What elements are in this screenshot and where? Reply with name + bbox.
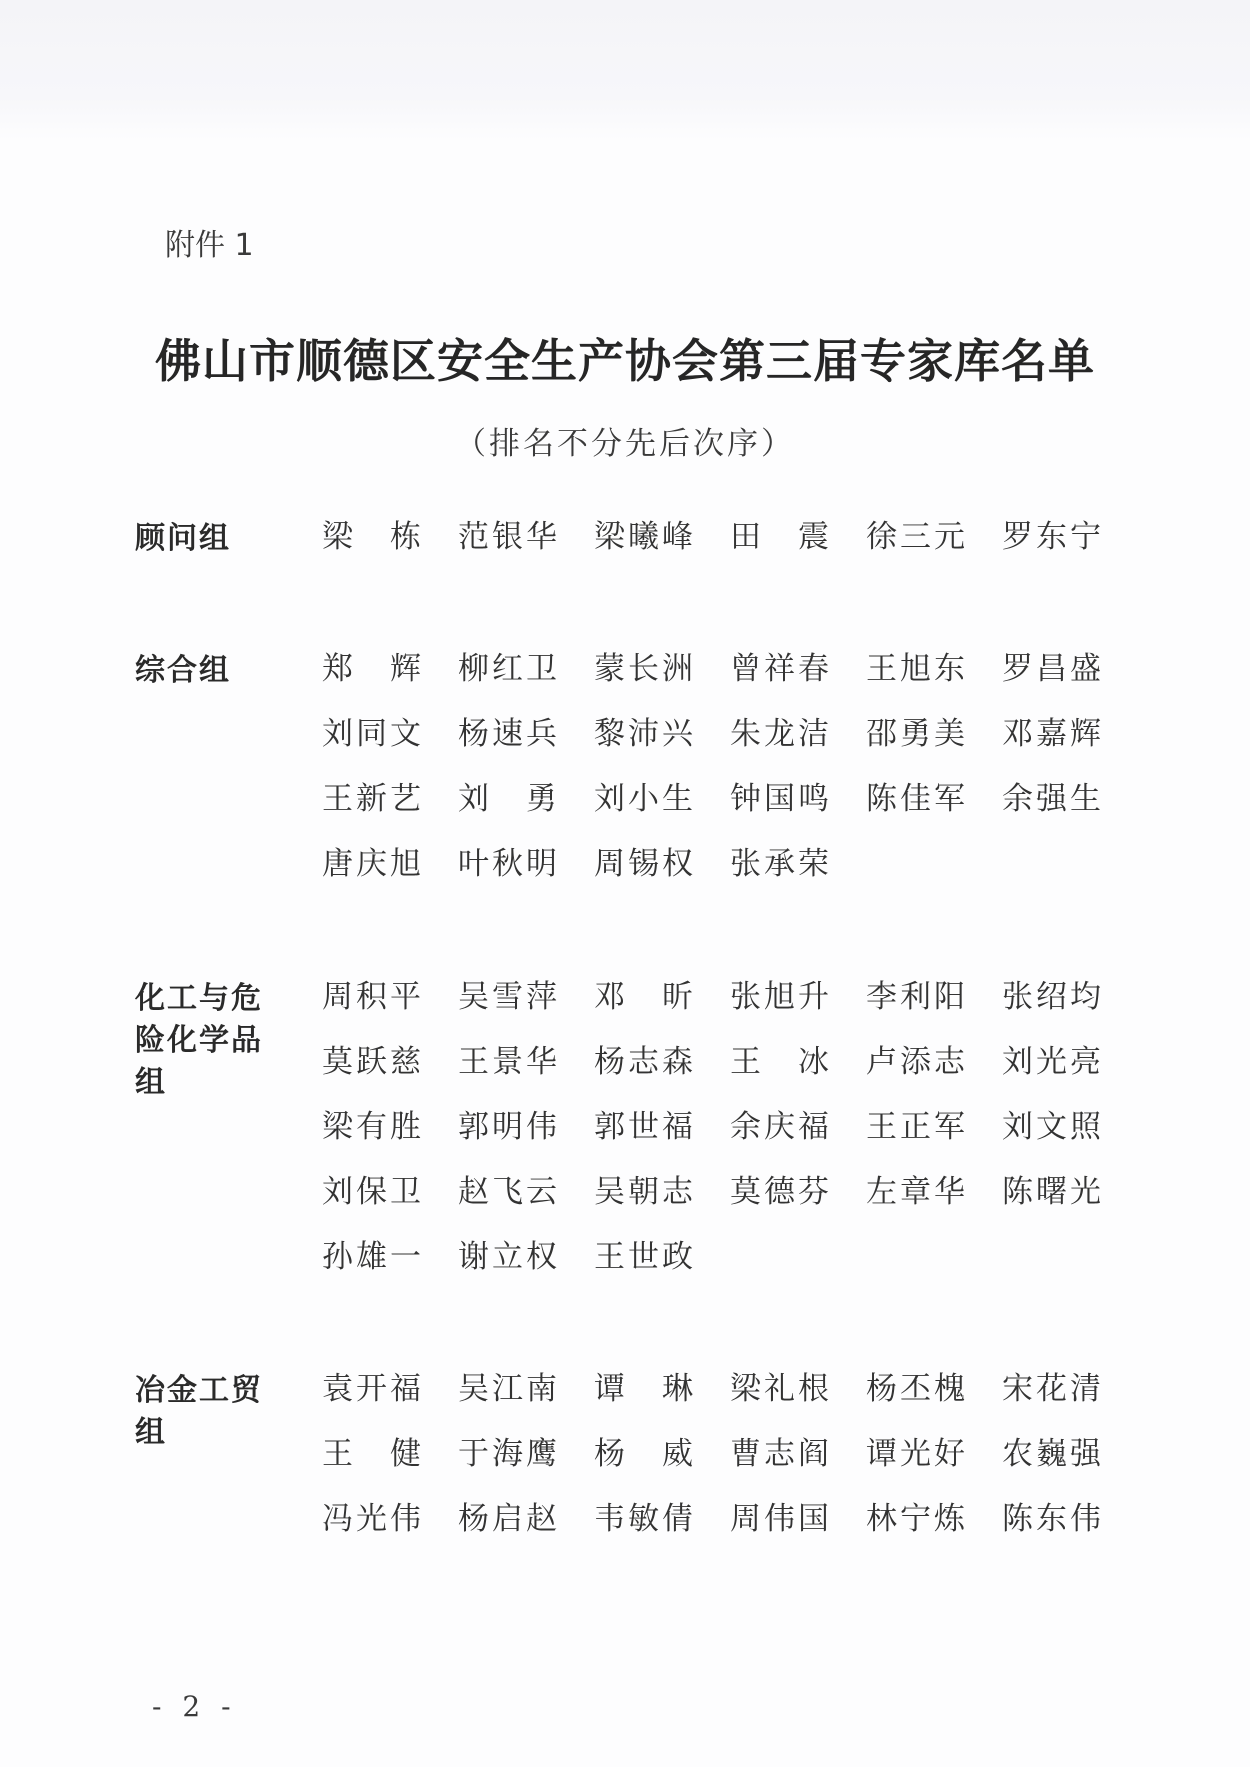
name-list bbox=[305, 512, 1135, 577]
expert-name: 罗东宁 bbox=[1002, 519, 1104, 555]
expert-name: 徐三元 bbox=[866, 519, 968, 555]
expert-name: 谭 琳 bbox=[594, 1371, 696, 1407]
expert-name: 李利阳 bbox=[866, 979, 968, 1015]
document-title: 佛山市顺德区安全生产协会第三届专家库名单 bbox=[155, 334, 1095, 388]
expert-name: 张绍均 bbox=[1002, 979, 1104, 1015]
expert-name: 刘小生 bbox=[594, 781, 696, 817]
expert-name: 邓 昕 bbox=[594, 979, 696, 1015]
expert-name: 梁 栋 bbox=[322, 519, 424, 555]
expert-name: 余庆福 bbox=[730, 1109, 832, 1145]
expert-name: 钟国鸣 bbox=[730, 781, 832, 817]
expert-name: 农巍强 bbox=[1002, 1436, 1104, 1472]
expert-name: 唐庆旭 bbox=[322, 846, 424, 882]
expert-name: 张承荣 bbox=[730, 846, 832, 882]
expert-name: 田 震 bbox=[730, 519, 832, 555]
group-label: 综合组 bbox=[135, 653, 231, 688]
name-list bbox=[305, 972, 1135, 1297]
group-label: 化工与危险化学品组 bbox=[135, 981, 263, 1100]
expert-name: 曾祥春 bbox=[730, 651, 832, 687]
expert-name: 梁曦峰 bbox=[594, 519, 696, 555]
expert-name: 张旭升 bbox=[730, 979, 832, 1015]
expert-name: 周伟国 bbox=[730, 1501, 832, 1537]
expert-name: 袁开福 bbox=[322, 1371, 424, 1407]
expert-name: 蒙长洲 bbox=[594, 651, 696, 687]
expert-name: 谢立权 bbox=[458, 1239, 560, 1275]
expert-name: 周积平 bbox=[322, 979, 424, 1015]
expert-name: 范银华 bbox=[458, 519, 560, 555]
expert-name: 王景华 bbox=[458, 1044, 560, 1080]
expert-name: 宋花清 bbox=[1002, 1371, 1104, 1407]
expert-name: 郭世福 bbox=[594, 1109, 696, 1145]
expert-name: 梁有胜 bbox=[322, 1109, 424, 1145]
expert-name: 曹志阎 bbox=[730, 1436, 832, 1472]
expert-name: 杨志森 bbox=[594, 1044, 696, 1080]
attachment-label: 附件 1 bbox=[165, 228, 254, 263]
expert-name: 刘同文 bbox=[322, 716, 424, 752]
expert-name: 邵勇美 bbox=[866, 716, 968, 752]
expert-name: 韦敏倩 bbox=[594, 1501, 696, 1537]
expert-name: 左章华 bbox=[866, 1174, 968, 1210]
expert-name: 莫德芬 bbox=[730, 1174, 832, 1210]
expert-name: 吴江南 bbox=[458, 1371, 560, 1407]
expert-name: 杨启赵 bbox=[458, 1501, 560, 1537]
expert-name: 罗昌盛 bbox=[1002, 651, 1104, 687]
name-list bbox=[305, 1364, 1135, 1559]
expert-name: 王新艺 bbox=[322, 781, 424, 817]
expert-name: 周锡权 bbox=[594, 846, 696, 882]
expert-name: 梁礼根 bbox=[730, 1371, 832, 1407]
expert-name: 郭明伟 bbox=[458, 1109, 560, 1145]
expert-name: 卢添志 bbox=[866, 1044, 968, 1080]
expert-name: 王世政 bbox=[594, 1239, 696, 1275]
expert-name: 冯光伟 bbox=[322, 1501, 424, 1537]
expert-name: 余强生 bbox=[1002, 781, 1104, 817]
expert-name: 刘 勇 bbox=[458, 781, 560, 817]
expert-name: 陈东伟 bbox=[1002, 1501, 1104, 1537]
expert-name: 吴朝志 bbox=[594, 1174, 696, 1210]
expert-name: 黎沛兴 bbox=[594, 716, 696, 752]
name-list bbox=[305, 644, 1135, 904]
expert-name: 陈曙光 bbox=[1002, 1174, 1104, 1210]
expert-name: 吴雪萍 bbox=[458, 979, 560, 1015]
expert-name: 杨 威 bbox=[594, 1436, 696, 1472]
page-number: - 2 - bbox=[152, 1690, 237, 1723]
expert-name: 郑 辉 bbox=[322, 651, 424, 687]
expert-name: 王旭东 bbox=[866, 651, 968, 687]
expert-name: 谭光好 bbox=[866, 1436, 968, 1472]
expert-name: 刘保卫 bbox=[322, 1174, 424, 1210]
expert-name: 叶秋明 bbox=[458, 846, 560, 882]
expert-name: 朱龙洁 bbox=[730, 716, 832, 752]
expert-name: 于海鹰 bbox=[458, 1436, 560, 1472]
expert-name: 孙雄一 bbox=[322, 1239, 424, 1275]
expert-name: 王 健 bbox=[322, 1436, 424, 1472]
expert-name: 柳红卫 bbox=[458, 651, 560, 687]
expert-name: 陈佳军 bbox=[866, 781, 968, 817]
expert-name: 林宁炼 bbox=[866, 1501, 968, 1537]
expert-name: 赵飞云 bbox=[458, 1174, 560, 1210]
expert-name: 邓嘉辉 bbox=[1002, 716, 1104, 752]
expert-name: 杨速兵 bbox=[458, 716, 560, 752]
expert-name: 王 冰 bbox=[730, 1044, 832, 1080]
expert-name: 杨丕槐 bbox=[866, 1371, 968, 1407]
expert-name: 刘光亮 bbox=[1002, 1044, 1104, 1080]
expert-name: 王正军 bbox=[866, 1109, 968, 1145]
document-subtitle: （排名不分先后次序） bbox=[455, 426, 795, 462]
group-label: 冶金工贸组 bbox=[135, 1373, 263, 1450]
expert-name: 刘文照 bbox=[1002, 1109, 1104, 1145]
group-label: 顾问组 bbox=[135, 521, 231, 556]
scan-shadow-band bbox=[0, 0, 1250, 140]
expert-name: 莫跃慈 bbox=[322, 1044, 424, 1080]
